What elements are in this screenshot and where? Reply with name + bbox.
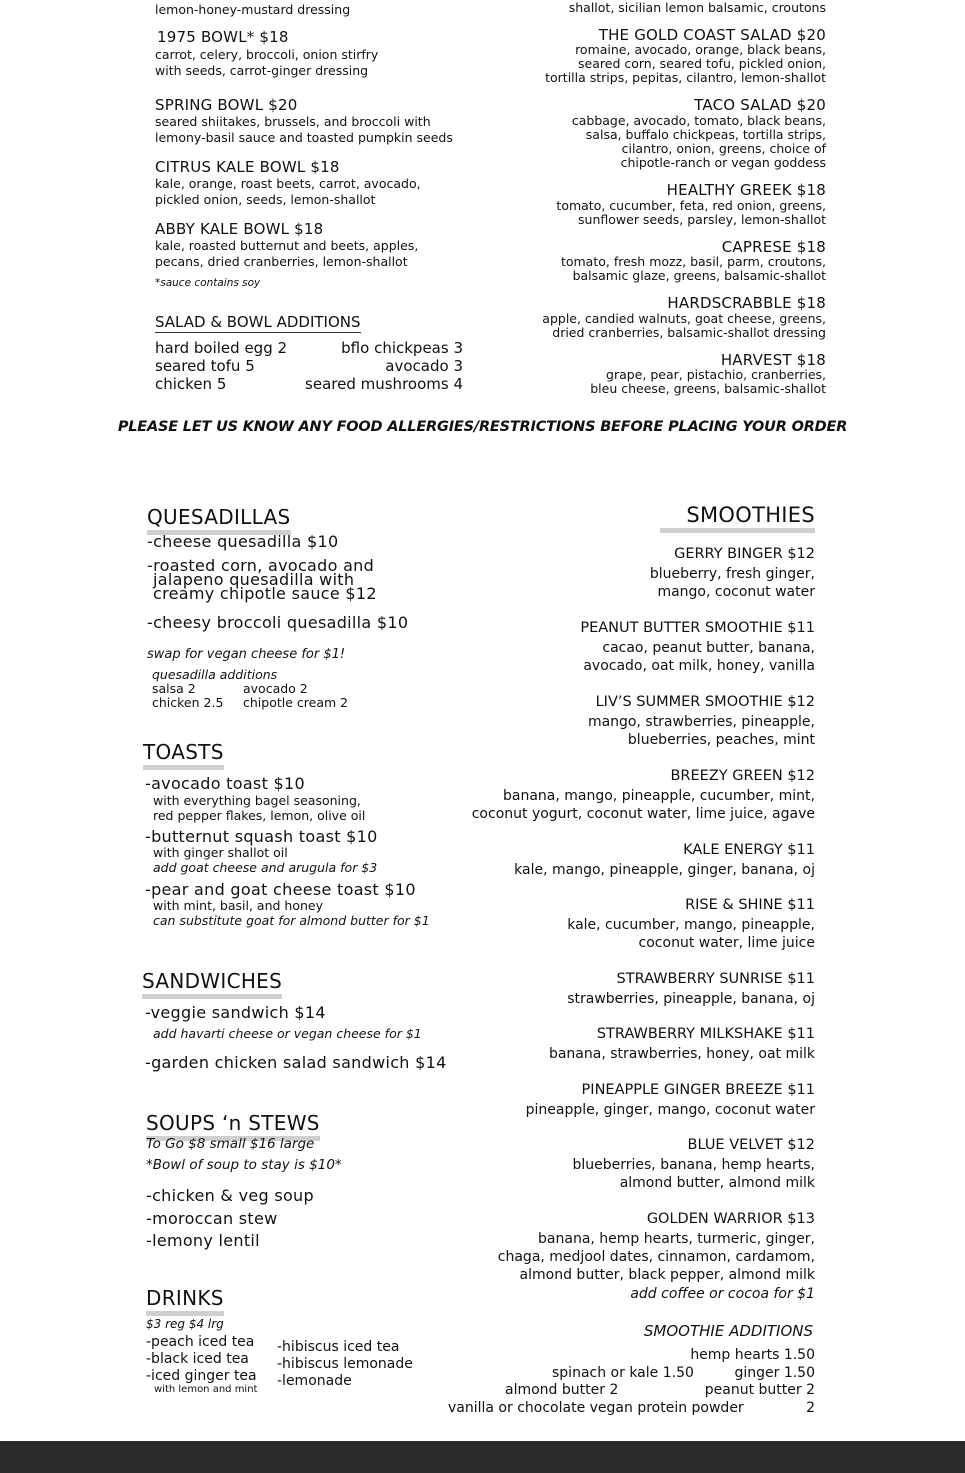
bowl-desc: kale, roasted butternut and beets, apples, [155, 238, 419, 253]
smoothie-title: BREEZY GREEN $12 [670, 768, 815, 784]
bowl-prev-desc: lemon-honey-mustard dressing [155, 2, 351, 17]
toast-desc: with mint, basil, and honey [153, 898, 323, 913]
smoothie-addition: vanilla or chocolate vegan protein powder [448, 1400, 744, 1416]
drink-item: -hibiscus lemonade [277, 1356, 413, 1372]
smoothie-desc: chaga, medjool dates, cinnamon, cardamom, [497, 1249, 815, 1265]
smoothie-desc: kale, mango, pineapple, ginger, banana, oj [514, 862, 815, 878]
drink-item: -lemonade [277, 1373, 352, 1389]
smoothie-desc: coconut yogurt, coconut water, lime juice, agave [471, 806, 815, 822]
smoothie-desc: mango, strawberries, pineapple, [587, 714, 815, 730]
salad-desc: cilantro, onion, greens, choice of [621, 141, 826, 156]
soy-note: *sauce contains soy [155, 277, 261, 289]
toast-desc: with everything bagel seasoning, [153, 793, 361, 808]
soup-item: -moroccan stew [146, 1209, 278, 1228]
soups-heading: SOUPS ‘n STEWS [146, 1111, 320, 1141]
smoothie-title: LIV’S SUMMER SMOOTHIE $12 [595, 694, 815, 710]
smoothie-note: add coffee or cocoa for $1 [630, 1286, 815, 1302]
smoothie-addition: spinach or kale 1.50 [552, 1365, 694, 1381]
salad-desc: seared corn, seared tofu, pickled onion, [578, 56, 826, 71]
toast-item: -butternut squash toast $10 [145, 827, 378, 846]
quesadilla-item: -cheesy broccoli quesadilla $10 [147, 613, 409, 632]
smoothie-title: STRAWBERRY MILKSHAKE $11 [596, 1026, 815, 1042]
smoothie-title: GOLDEN WARRIOR $13 [646, 1211, 815, 1227]
soup-stay-price: *Bowl of soup to stay is $10* [146, 1157, 342, 1173]
smoothie-title: KALE ENERGY $11 [683, 842, 815, 858]
salad-desc: balsamic glaze, greens, balsamic-shallot [572, 268, 826, 283]
smoothie-desc: coconut water, lime juice [638, 935, 815, 951]
smoothie-desc: strawberries, pineapple, banana, oj [567, 991, 815, 1007]
drinks-heading: DRINKS [146, 1286, 224, 1316]
salad-desc: romaine, avocado, orange, black beans, [575, 42, 826, 57]
smoothie-desc: banana, hemp hearts, turmeric, ginger, [538, 1231, 815, 1247]
smoothie-title: RISE & SHINE $11 [685, 897, 815, 913]
bowl-title: SPRING BOWL $20 [155, 96, 298, 114]
quesadilla-addition: avocado 2 [243, 681, 308, 696]
smoothie-desc: cacao, peanut butter, banana, [602, 640, 815, 656]
soup-togo-price: To Go $8 small $16 large [146, 1136, 315, 1152]
soup-item: -chicken & veg soup [146, 1186, 314, 1205]
sandwich-item: -garden chicken salad sandwich $14 [145, 1053, 447, 1072]
quesadillas-heading: QUESADILLAS [147, 505, 291, 535]
quesadilla-addition: salsa 2 [152, 681, 196, 696]
salad-title: THE GOLD COAST SALAD $20 [598, 26, 826, 44]
smoothie-desc: kale, cucumber, mango, pineapple, [567, 917, 815, 933]
sandwich-item: -veggie sandwich $14 [145, 1003, 326, 1022]
addition-item: seared tofu 5 [155, 357, 255, 375]
drink-note: with lemon and mint [154, 1384, 258, 1395]
toast-desc: red pepper flakes, lemon, olive oil [153, 808, 366, 823]
allergy-notice: PLEASE LET US KNOW ANY FOOD ALLERGIES/RESTRICTIONS BEFORE PLACING YOUR ORDER [117, 419, 848, 435]
addition-item: hard boiled egg 2 [155, 339, 288, 357]
salad-additions-title: SALAD & BOWL ADDITIONS [155, 313, 361, 331]
bowl-desc: pickled onion, seeds, lemon-shallot [155, 192, 376, 207]
smoothie-desc: pineapple, ginger, mango, coconut water [525, 1102, 815, 1118]
drink-item: -hibiscus iced tea [277, 1339, 400, 1355]
addition-item: avocado 3 [385, 357, 463, 375]
smoothie-desc: blueberries, peaches, mint [627, 732, 815, 748]
salad-desc: tomato, fresh mozz, basil, parm, croutons, [560, 254, 826, 269]
bowl-desc: kale, orange, roast beets, carrot, avocado, [155, 176, 421, 191]
quesadilla-item: jalapeno quesadilla with [153, 570, 355, 589]
salad-desc: apple, candied walnuts, goat cheese, greens, [542, 311, 826, 326]
quesadilla-item: -cheese quesadilla $10 [147, 532, 339, 551]
bowl-desc: lemony-basil sauce and toasted pumpkin seeds [155, 130, 453, 145]
bottom-bar [0, 1441, 965, 1473]
salad-desc: chipotle-ranch or vegan goddess [620, 155, 826, 170]
smoothie-title: PEANUT BUTTER SMOOTHIE $11 [580, 620, 815, 636]
smoothie-desc: almond butter, black pepper, almond milk [519, 1267, 815, 1283]
bowl-desc: seared shiitakes, brussels, and broccoli with [155, 114, 431, 129]
smoothie-desc: banana, mango, pineapple, cucumber, mint, [502, 788, 815, 804]
smoothie-addition: almond butter 2 [505, 1382, 619, 1398]
smoothie-desc: almond butter, almond milk [619, 1175, 815, 1191]
salad-title: CAPRESE $18 [721, 238, 826, 256]
quesadilla-addition: chicken 2.5 [152, 695, 224, 710]
salad-desc: bleu cheese, greens, balsamic-shallot [590, 381, 826, 396]
salad-desc: cabbage, avocado, tomato, black beans, [571, 113, 826, 128]
sandwiches-heading: SANDWICHES [142, 969, 282, 999]
smoothie-desc: banana, strawberries, honey, oat milk [548, 1046, 815, 1062]
smoothie-additions-title: SMOOTHIE ADDITIONS [643, 1322, 813, 1340]
quesadilla-addition: chipotle cream 2 [243, 695, 349, 710]
salad-desc: sunflower seeds, parsley, lemon-shallot [578, 212, 826, 227]
salad-desc: tomato, cucumber, feta, red onion, greens, [556, 198, 826, 213]
bowl-title: 1975 BOWL* $18 [157, 28, 289, 46]
bowl-desc: pecans, dried cranberries, lemon-shallot [155, 254, 408, 269]
salad-prev-desc: shallot, sicilian lemon balsamic, croutons [568, 0, 826, 15]
quesadilla-item: creamy chipotle sauce $12 [153, 584, 377, 603]
smoothie-title: BLUE VELVET $12 [687, 1137, 815, 1153]
toast-item: -avocado toast $10 [145, 774, 305, 793]
smoothie-desc: blueberry, fresh ginger, [649, 566, 815, 582]
drink-item: -peach iced tea [146, 1334, 255, 1350]
smoothie-addition: hemp hearts 1.50 [690, 1347, 815, 1363]
smoothie-desc: blueberries, banana, hemp hearts, [572, 1157, 815, 1173]
smoothie-title: GERRY BINGER $12 [674, 546, 815, 562]
salad-desc: grape, pear, pistachio, cranberries, [606, 367, 826, 382]
soup-item: -lemony lentil [146, 1231, 260, 1250]
smoothies-heading: SMOOTHIES [660, 503, 815, 533]
drinks-price: $3 reg $4 lrg [146, 1317, 224, 1331]
smoothie-addition: peanut butter 2 [704, 1382, 815, 1398]
smoothie-title: PINEAPPLE GINGER BREEZE $11 [581, 1082, 815, 1098]
smoothie-addition-price: 2 [806, 1400, 815, 1416]
addition-item: seared mushrooms 4 [305, 375, 463, 393]
toast-desc: with ginger shallot oil [153, 845, 288, 860]
bowl-title: CITRUS KALE BOWL $18 [155, 158, 340, 176]
vegan-swap-note: swap for vegan cheese for $1! [147, 647, 346, 662]
drink-item: -black iced tea [146, 1351, 249, 1367]
sandwich-note: add havarti cheese or vegan cheese for $1 [153, 1026, 422, 1041]
salad-desc: tortilla strips, pepitas, cilantro, lemon-shallot [545, 70, 826, 85]
quesadilla-additions-title: quesadilla additions [152, 667, 278, 682]
bowl-desc: with seeds, carrot-ginger dressing [155, 63, 369, 78]
salad-title: HEALTHY GREEK $18 [666, 181, 826, 199]
quesadilla-item: -roasted corn, avocado and [147, 556, 375, 575]
smoothie-addition: ginger 1.50 [734, 1365, 815, 1381]
smoothie-title: STRAWBERRY SUNRISE $11 [616, 971, 815, 987]
toast-item: -pear and goat cheese toast $10 [145, 880, 416, 899]
smoothie-desc: avocado, oat milk, honey, vanilla [583, 658, 815, 674]
addition-item: bflo chickpeas 3 [341, 339, 463, 357]
toast-note: can substitute goat for almond butter for $1 [153, 913, 430, 928]
addition-item: chicken 5 [155, 375, 227, 393]
salad-desc: dried cranberries, balsamic-shallot dressing [552, 325, 826, 340]
salad-title: HARVEST $18 [720, 351, 826, 369]
toasts-heading: TOASTS [143, 740, 224, 770]
smoothie-desc: mango, coconut water [657, 584, 815, 600]
toast-note: add goat cheese and arugula for $3 [153, 860, 378, 875]
salad-title: HARDSCRABBLE $18 [667, 294, 826, 312]
salad-desc: salsa, buffalo chickpeas, tortilla strips, [585, 127, 826, 142]
drink-item: -iced ginger tea [146, 1368, 257, 1384]
salad-title: TACO SALAD $20 [694, 96, 826, 114]
bowl-title: ABBY KALE BOWL $18 [155, 220, 324, 238]
bowl-desc: carrot, celery, broccoli, onion stirfry [155, 47, 379, 62]
